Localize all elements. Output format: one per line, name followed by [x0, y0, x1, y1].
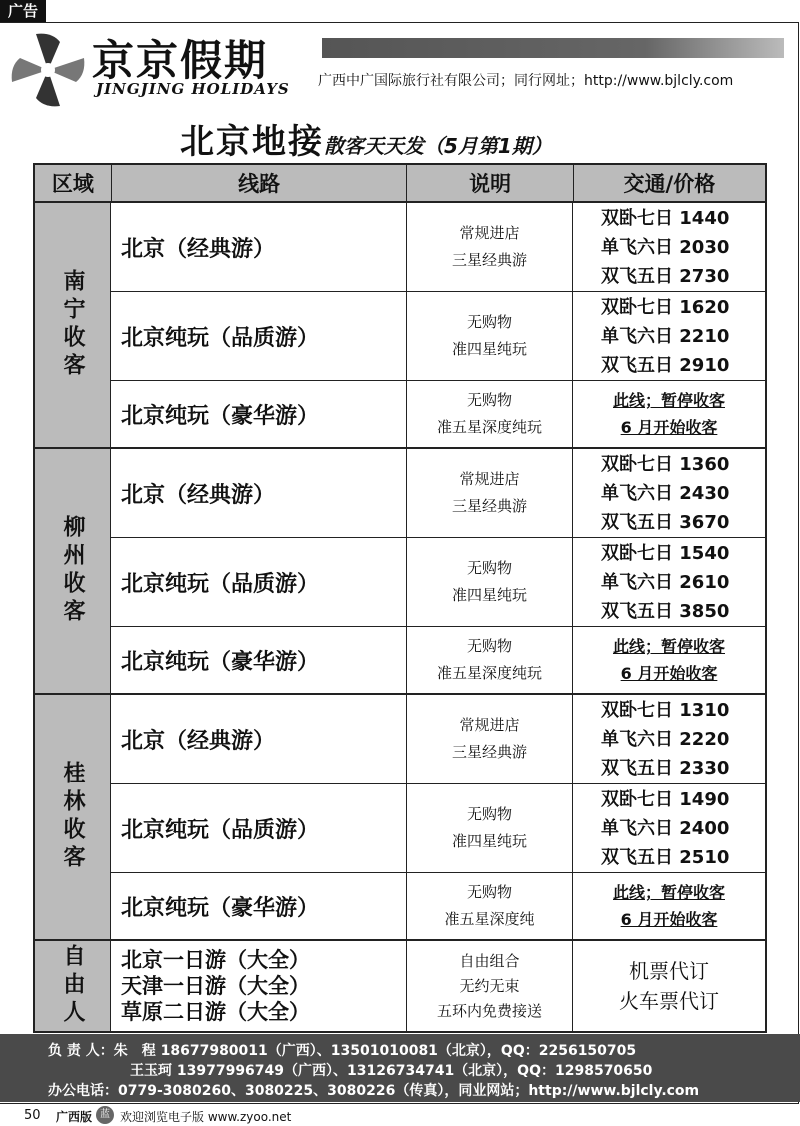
price-line: 双飞五日 3850: [601, 600, 730, 622]
description-cell: [407, 941, 573, 1031]
description-cell: [407, 873, 573, 939]
description-cell: [407, 784, 573, 872]
description-line: 准四星纯玩: [451, 586, 527, 604]
header-desc: 说明: [407, 165, 573, 201]
description-line: 准四星纯玩: [451, 340, 527, 358]
price-cell: [573, 941, 765, 1031]
header-price: 交通/价格: [623, 172, 716, 196]
description-line: 无购物: [466, 637, 512, 655]
region-block: [35, 449, 765, 695]
description-cell: [407, 292, 573, 380]
title-main: 北京地接: [180, 122, 324, 162]
description-line: 无购物: [466, 883, 512, 901]
page-bottom: [0, 1104, 800, 1126]
contact-line-2: 王玉珂 13977996749（广西）、13126734741（北京），QQ：1298570650: [130, 1063, 653, 1079]
header-region: 区域: [35, 165, 112, 201]
route-cell: 北京（经典游）: [111, 203, 407, 291]
notice-line: 6 月开始收客: [620, 418, 718, 437]
region-label: [35, 203, 111, 447]
price-line: 双卧七日 1310: [601, 699, 730, 721]
region-block: [35, 203, 765, 449]
description-cell: [407, 538, 573, 626]
description-cell: [407, 449, 573, 537]
price-line: 双飞五日 2510: [601, 846, 730, 868]
brand-name-en: JINGJING HOLIDAYS: [96, 80, 290, 98]
region-label: [35, 695, 111, 939]
table-row: [111, 873, 765, 939]
ad-tag: 广告: [0, 0, 46, 22]
table-row: [111, 292, 765, 381]
region-label-text: 南宁收客: [60, 269, 85, 381]
price-cell: [573, 292, 765, 380]
description-line: 三星经典游: [451, 743, 527, 761]
route-cell: 北京纯玩（豪华游）: [111, 873, 407, 939]
price-cell: [573, 784, 765, 872]
edition-label: 广西版: [56, 1110, 93, 1124]
table-row: [111, 784, 765, 873]
table-row: [111, 538, 765, 627]
price-cell: [573, 873, 765, 939]
service-line: 火车票代订: [619, 989, 719, 1013]
region-label: [35, 449, 111, 693]
header-bar: [322, 38, 784, 58]
price-cell: [573, 627, 765, 693]
route-cell: 北京（经典游）: [111, 695, 407, 783]
route-cell: 北京纯玩（豪华游）: [111, 627, 407, 693]
description-cell: [407, 695, 573, 783]
contact-line-1: 负 责 人：朱 程 18677980011（广西）、13501010081（北京），QQ：2256150705: [48, 1043, 637, 1059]
route-name: 天津一日游（大全）: [121, 974, 310, 998]
description-line: 常规进店: [459, 224, 520, 242]
contact-footer: [0, 1034, 800, 1102]
pinwheel-logo-icon: [8, 30, 88, 110]
price-cell: [573, 695, 765, 783]
price-cell: [573, 538, 765, 626]
table-row: [111, 695, 765, 784]
description-line: 三星经典游: [451, 251, 527, 269]
description-line: 无购物: [466, 559, 512, 577]
service-line: 机票代订: [629, 959, 709, 983]
route-cell: [111, 941, 407, 1031]
notice-line: 6 月开始收客: [620, 910, 718, 929]
price-line: 双飞五日 2910: [601, 354, 730, 376]
table-row: [111, 627, 765, 693]
price-line: 单飞六日 2400: [601, 817, 730, 839]
price-line: 双卧七日 1440: [601, 207, 730, 229]
price-line: 单飞六日 2210: [601, 325, 730, 347]
edition-badge-icon: 蓝: [96, 1106, 114, 1124]
price-table: [33, 163, 767, 1033]
browse-link[interactable]: 欢迎浏览电子版 www.zyoo.net: [120, 1110, 292, 1124]
region-label: [35, 941, 111, 1031]
title-sub: 散客天天发（5月第1期）: [324, 134, 552, 158]
header-route: 线路: [112, 165, 408, 201]
price-line: 单飞六日 2030: [601, 236, 730, 258]
route-cell: 北京（经典游）: [111, 449, 407, 537]
description-line: 无购物: [466, 391, 512, 409]
description-line: 无购物: [466, 313, 512, 331]
description-line: 常规进店: [459, 470, 520, 488]
table-header: [35, 165, 765, 203]
description-cell: [407, 627, 573, 693]
price-line: 双飞五日 3670: [601, 511, 730, 533]
price-line: 单飞六日 2220: [601, 728, 730, 750]
price-line: 双卧七日 1620: [601, 296, 730, 318]
route-name: 草原二日游（大全）: [121, 1000, 310, 1024]
table-row: [111, 203, 765, 292]
description-line: 无购物: [466, 805, 512, 823]
page-title: [180, 114, 552, 163]
price-line: 双飞五日 2330: [601, 757, 730, 779]
description-line: 准五星深度纯玩: [436, 664, 542, 682]
notice-line: 此线；暂停收客: [612, 883, 725, 902]
route-cell: 北京纯玩（品质游）: [111, 292, 407, 380]
page-number: 50: [24, 1108, 41, 1123]
description-line: 准五星深度纯玩: [436, 418, 542, 436]
table-row: [111, 449, 765, 538]
description-line: 准五星深度纯: [444, 910, 535, 928]
brand-name: 京京假期: [92, 36, 269, 85]
description-line: 自由组合: [459, 951, 520, 970]
price-line: 双飞五日 2730: [601, 265, 730, 287]
region-label-text: 桂林收客: [60, 761, 85, 873]
description-line: 常规进店: [459, 716, 520, 734]
notice-line: 此线；暂停收客: [612, 637, 725, 656]
notice-line: 6 月开始收客: [620, 664, 718, 683]
price-line: 双卧七日 1490: [601, 788, 730, 810]
region-label-text: 自由人: [60, 944, 85, 1028]
route-cell: 北京纯玩（豪华游）: [111, 381, 407, 447]
region-label-text: 柳州收客: [60, 515, 85, 627]
contact-line-3: 办公电话：0779-3080260、3080225、3080226（传真），同业网站；http://www.bjlcly.com: [48, 1083, 700, 1099]
table-row: [111, 941, 765, 1031]
description-cell: [407, 381, 573, 447]
description-line: 无约无束: [459, 976, 520, 995]
price-line: 双卧七日 1540: [601, 542, 730, 564]
price-line: 单飞六日 2430: [601, 482, 730, 504]
route-name: 北京一日游（大全）: [121, 948, 310, 972]
description-line: 准四星纯玩: [451, 832, 527, 850]
description-line: 三星经典游: [451, 497, 527, 515]
price-cell: [573, 381, 765, 447]
route-cell: 北京纯玩（品质游）: [111, 538, 407, 626]
description-cell: [407, 203, 573, 291]
region-block: [35, 941, 765, 1031]
route-cell: 北京纯玩（品质游）: [111, 784, 407, 872]
table-row: [111, 381, 765, 447]
price-cell: [573, 203, 765, 291]
notice-line: 此线；暂停收客: [612, 391, 725, 410]
price-line: 双卧七日 1360: [601, 453, 730, 475]
region-block: [35, 695, 765, 941]
price-cell: [573, 449, 765, 537]
price-line: 单飞六日 2610: [601, 571, 730, 593]
description-line: 五环内免费接送: [436, 1001, 542, 1020]
agency-line: 广西中广国际旅行社有限公司；同行网址；http://www.bjlcly.com: [318, 73, 734, 89]
